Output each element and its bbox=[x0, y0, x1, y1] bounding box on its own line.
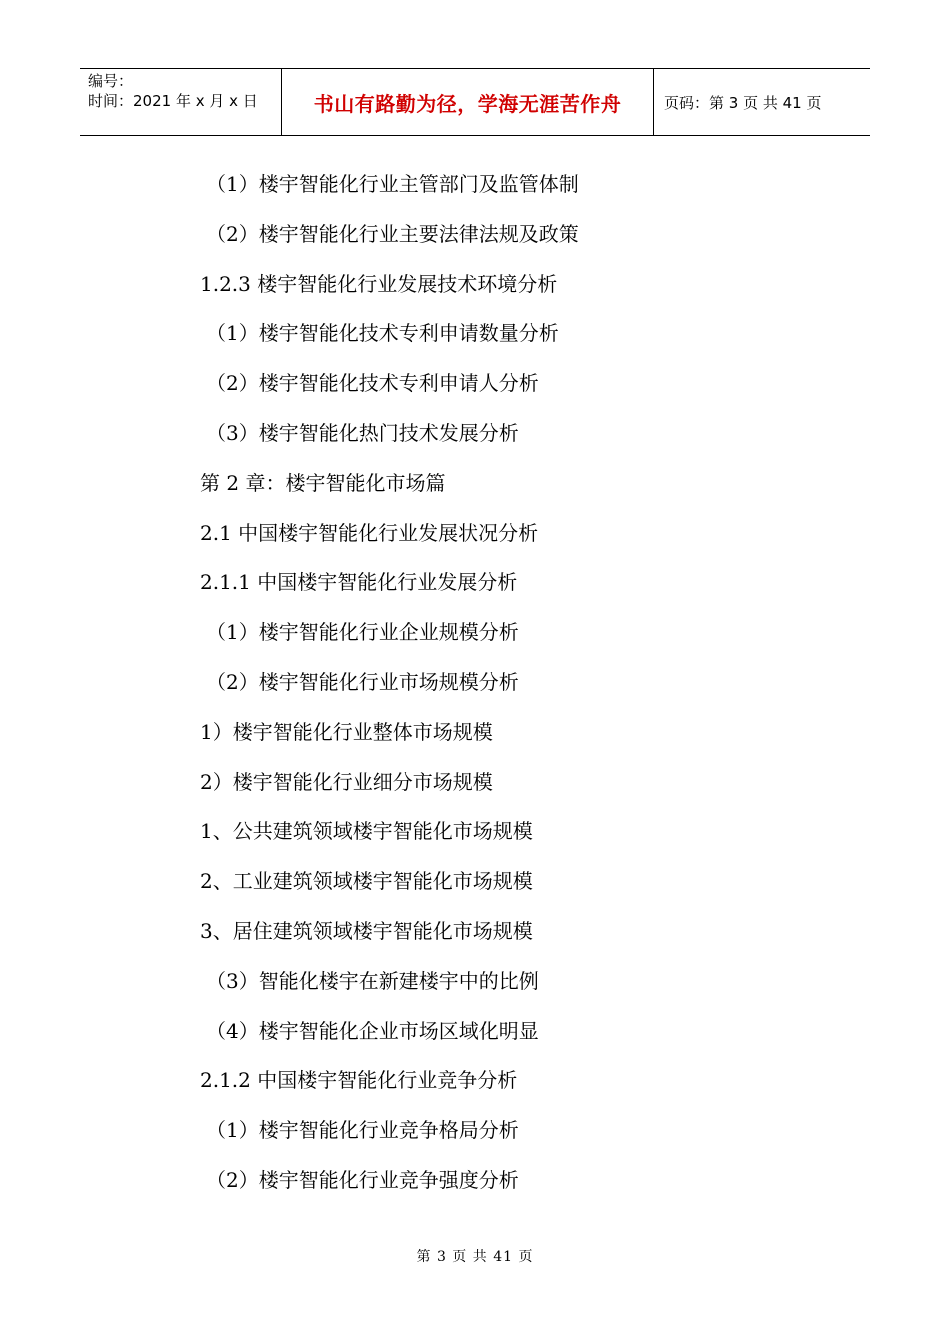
toc-line: （4）楼宇智能化企业市场区域化明显 bbox=[206, 1018, 539, 1043]
toc-line: 2.1.1 中国楼宇智能化行业发展分析 bbox=[200, 570, 518, 595]
header-motto: 书山有路勤为径，学海无涯苦作舟 bbox=[282, 69, 654, 135]
header-page-info: 页码：第 3 页 共 41 页 bbox=[664, 93, 822, 112]
toc-line: （1）楼宇智能化技术专利申请数量分析 bbox=[206, 321, 559, 346]
toc-line: （3）楼宇智能化热门技术发展分析 bbox=[206, 420, 519, 445]
page-footer: 第 3 页 共 41 页 bbox=[416, 1249, 534, 1265]
document-number-label: 编号： bbox=[88, 72, 134, 90]
page-header bbox=[80, 68, 870, 136]
toc-line: 2.1 中国楼宇智能化行业发展状况分析 bbox=[200, 520, 539, 545]
toc-line: （2）楼宇智能化技术专利申请人分析 bbox=[206, 371, 539, 396]
toc-line: 第 2 章：楼宇智能化市场篇 bbox=[200, 470, 446, 495]
toc-line: 2）楼宇智能化行业细分市场规模 bbox=[200, 769, 493, 794]
toc-content bbox=[200, 162, 840, 1208]
toc-line: （3）智能化楼宇在新建楼宇中的比例 bbox=[206, 968, 539, 993]
toc-line: （2）楼宇智能化行业主要法律法规及政策 bbox=[206, 221, 579, 246]
header-meta bbox=[80, 69, 282, 135]
toc-line: （1）楼宇智能化行业企业规模分析 bbox=[206, 620, 519, 645]
toc-line: （1）楼宇智能化行业主管部门及监管体制 bbox=[206, 172, 579, 196]
toc-line: 2.1.2 中国楼宇智能化行业竞争分析 bbox=[200, 1068, 518, 1093]
toc-line: 2、工业建筑领域楼宇智能化市场规模 bbox=[200, 869, 533, 894]
toc-line: 3、居住建筑领域楼宇智能化市场规模 bbox=[200, 918, 533, 943]
document-time-label: 时间：2021 年 x 月 x 日 bbox=[88, 92, 258, 110]
toc-line: （2）楼宇智能化行业市场规模分析 bbox=[206, 669, 519, 694]
toc-line: 1）楼宇智能化行业整体市场规模 bbox=[200, 719, 493, 744]
toc-line: （1）楼宇智能化行业竞争格局分析 bbox=[206, 1118, 519, 1143]
toc-line: （2）楼宇智能化行业竞争强度分析 bbox=[206, 1167, 519, 1192]
toc-line: 1、公共建筑领域楼宇智能化市场规模 bbox=[200, 819, 533, 844]
toc-line: 1.2.3 楼宇智能化行业发展技术环境分析 bbox=[200, 271, 558, 296]
